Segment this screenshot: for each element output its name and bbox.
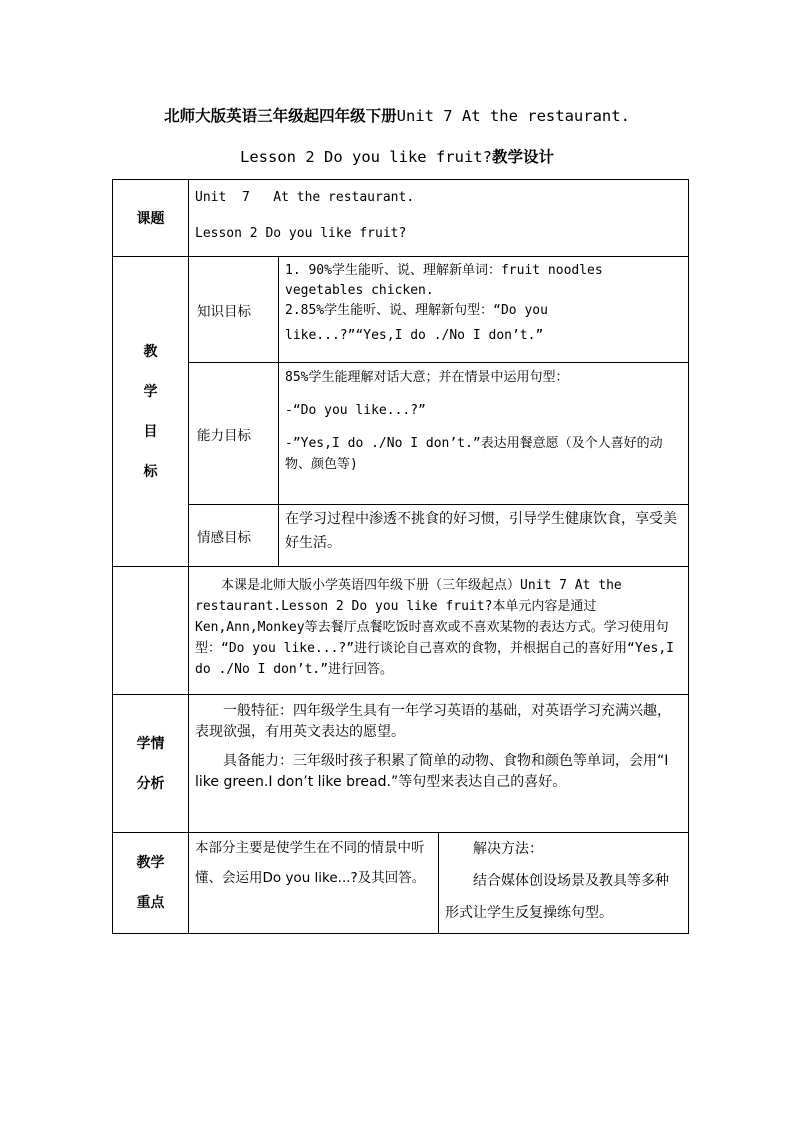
knowledge-content	[279, 257, 689, 363]
intro-row	[113, 567, 689, 695]
analysis-paragraph: 具备能力：三年级时孩子积累了简单的动物、食物和颜色等单词，会用“I like green.I don’t like bread.”等句型来表达自己的喜好。	[195, 753, 669, 790]
ability-line: 85%学生能理解对话大意；并在情景中运用句型：	[285, 370, 569, 385]
knowledge-line: like...?”“Yes,I do ./No I don’t.”	[285, 328, 544, 343]
goals-label-char: 目	[143, 423, 158, 440]
emotion-label: 情感目标	[189, 505, 279, 567]
goals-label-char: 标	[143, 463, 158, 480]
focus-method	[439, 833, 689, 934]
topic-row	[113, 180, 689, 257]
title-lesson: Lesson 2 Do you like fruit?	[240, 148, 492, 166]
topic-line2: Lesson 2 Do you like fruit?	[195, 226, 407, 241]
goals-label-char: 教	[143, 343, 158, 360]
analysis-paragraph: 一般特征：四年级学生具有一年学习英语的基础，对英语学习充满兴趣，表现欲强，有用英文表达的愿望。	[195, 703, 671, 740]
knowledge-line: 2.85%学生能听、说、理解新句型：“Do you	[285, 303, 548, 318]
knowledge-label: 知识目标	[189, 257, 279, 363]
goals-label	[113, 257, 189, 567]
emotion-content: 在学习过程中渗透不挑食的好习惯，引导学生健康饮食，享受美好生活。	[279, 505, 689, 567]
analysis-label	[113, 695, 189, 833]
focus-label-part: 重点	[136, 895, 165, 911]
title-bold-part: 北师大版英语三年级起四年级下册	[164, 106, 397, 125]
knowledge-row	[113, 257, 689, 363]
emotion-row	[113, 505, 689, 567]
ability-row	[113, 363, 689, 505]
page-title-line1	[0, 104, 794, 126]
knowledge-line: 1. 90%学生能听、说、理解新单词：fruit noodles vegetables chicken.	[285, 263, 603, 298]
focus-label-part: 教学	[136, 855, 165, 871]
ability-content	[279, 363, 689, 505]
ability-label: 能力目标	[189, 363, 279, 505]
title-unit: Unit 7 At the restaurant.	[396, 107, 630, 125]
goals-label-char: 学	[143, 383, 158, 400]
analysis-row	[113, 695, 689, 833]
topic-label: 课题	[113, 180, 189, 257]
analysis-label-part: 学情	[136, 735, 165, 752]
topic-line1: Unit 7 At the restaurant.	[195, 190, 415, 205]
ability-line: -”Yes,I do ./No I don’t.”表达用餐意愿（及个人喜好的动物、颜色等)	[285, 436, 663, 472]
focus-content: 本部分主要是使学生在不同的情景中听懂、会运用Do you like...?及其回答。	[189, 833, 439, 934]
topic-content	[189, 180, 689, 257]
analysis-label-part: 分析	[136, 775, 165, 792]
title-suffix: 教学设计	[491, 147, 554, 166]
method-title: 解决方法：	[473, 841, 543, 857]
intro-content: 本课是北师大版小学英语四年级下册（三年级起点）Unit 7 At the restaurant.Lesson 2 Do you like fruit?本单元内容是通过Ken,Ann,Monkey等去餐厅点餐吃饭时喜欢或不喜欢某物的表达方式。学习使用句型：“Do you like...?”进行谈论自己喜欢的食物，并根据自己的喜好用“Yes,I do ./No I don’t.”进行回答。	[189, 567, 689, 695]
lesson-plan-table	[112, 179, 689, 934]
intro-label	[113, 567, 189, 695]
focus-row	[113, 833, 689, 934]
focus-label	[113, 833, 189, 934]
analysis-content	[189, 695, 689, 833]
page-title-line2	[0, 145, 794, 167]
ability-line: -“Do you like...?”	[285, 403, 426, 418]
method-text: 结合媒体创设场景及教具等多种形式让学生反复操练句型。	[445, 873, 669, 921]
